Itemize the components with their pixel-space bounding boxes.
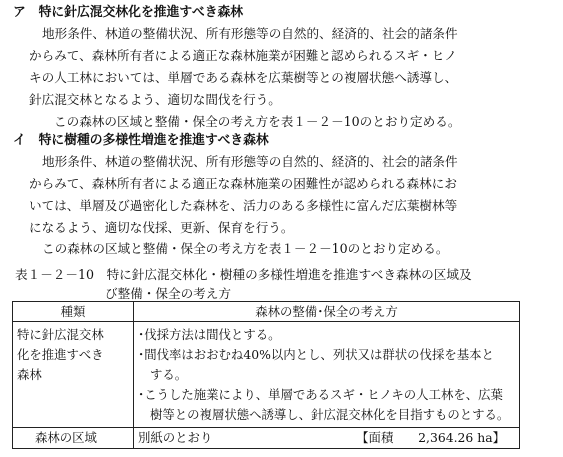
area-value-cell <box>134 428 520 449</box>
header-policy: 森林の整備･保全の考え方 <box>134 302 520 322</box>
area-label: 森林の区域 <box>13 428 134 449</box>
bullet-line: ･こうした施業により、単層であるスギ・ヒノキの人工林を、広葉 <box>138 387 503 402</box>
table-caption-line2: び整備・保全の考え方 <box>105 286 231 301</box>
bullet-line: する。 <box>150 367 188 382</box>
section-b-note: この森林の区域と整備・保全の考え方を表１－２－10のとおり定める。 <box>42 241 449 256</box>
category-line: 森林 <box>17 367 42 382</box>
section-b-line: いては、単層及び過密化した森林を、活力のある多様性に富んだ広葉樹林等 <box>29 198 458 213</box>
section-b-line: になるよう、適切な伐採、更新、保育を行う。 <box>29 220 294 235</box>
table-header-row <box>13 302 520 322</box>
section-a-line: 針広混交林となるよう、適切な間伐を行う。 <box>29 92 281 107</box>
section-a-line: キの人工林においては、単層である森林を広葉樹等との複層状態へ誘導し、 <box>29 70 458 85</box>
header-type: 種類 <box>13 302 134 322</box>
policy-cell <box>134 322 520 428</box>
section-b-line: からみて、森林所有者による適正な森林施業の困難性が認められる森林にお <box>29 176 457 191</box>
category-line: 化を推進すべき <box>17 347 104 362</box>
section-b-line: 地形条件、林道の整備状況、所有形態等の自然的、経済的、社会的諸条件 <box>42 154 458 169</box>
table-caption-line1: 表１－２－10 特に針広混交林化・樹種の多様性増進を推進すべき森林の区域及 <box>15 267 472 282</box>
section-a-note: この森林の区域と整備・保全の考え方を表１－２－10のとおり定める。 <box>54 114 461 129</box>
table-row <box>13 322 520 428</box>
section-a-heading: ア 特に針広混交林化を推進すべき森林 <box>13 5 244 20</box>
bullet-line: ･伐採方法は間伐とする。 <box>138 327 281 342</box>
bullet-line: ･間伐率はおおむね40%以内とし、列状又は群状の伐採を基本と <box>138 347 494 362</box>
bullet-line: 樹等との複層状態へ誘導し、針広混交林化を目指すものとする。 <box>150 407 510 422</box>
policy-table <box>12 301 520 449</box>
category-line: 特に針広混交林 <box>17 327 104 342</box>
section-a-line: からみて、森林所有者による適正な森林施業が困難と認められるスギ・ヒノ <box>29 48 457 63</box>
category-cell <box>13 322 134 428</box>
table-row-area <box>13 428 520 449</box>
area-value: 別紙のとおり <box>138 430 213 445</box>
section-a-line: 地形条件、林道の整備状況、所有形態等の自然的、経済的、社会的諸条件 <box>42 26 458 41</box>
section-b-heading: イ 特に樹種の多様性増進を推進すべき森林 <box>13 133 269 148</box>
area-amount: 【面積 2,364.26 ha】 <box>356 430 505 445</box>
